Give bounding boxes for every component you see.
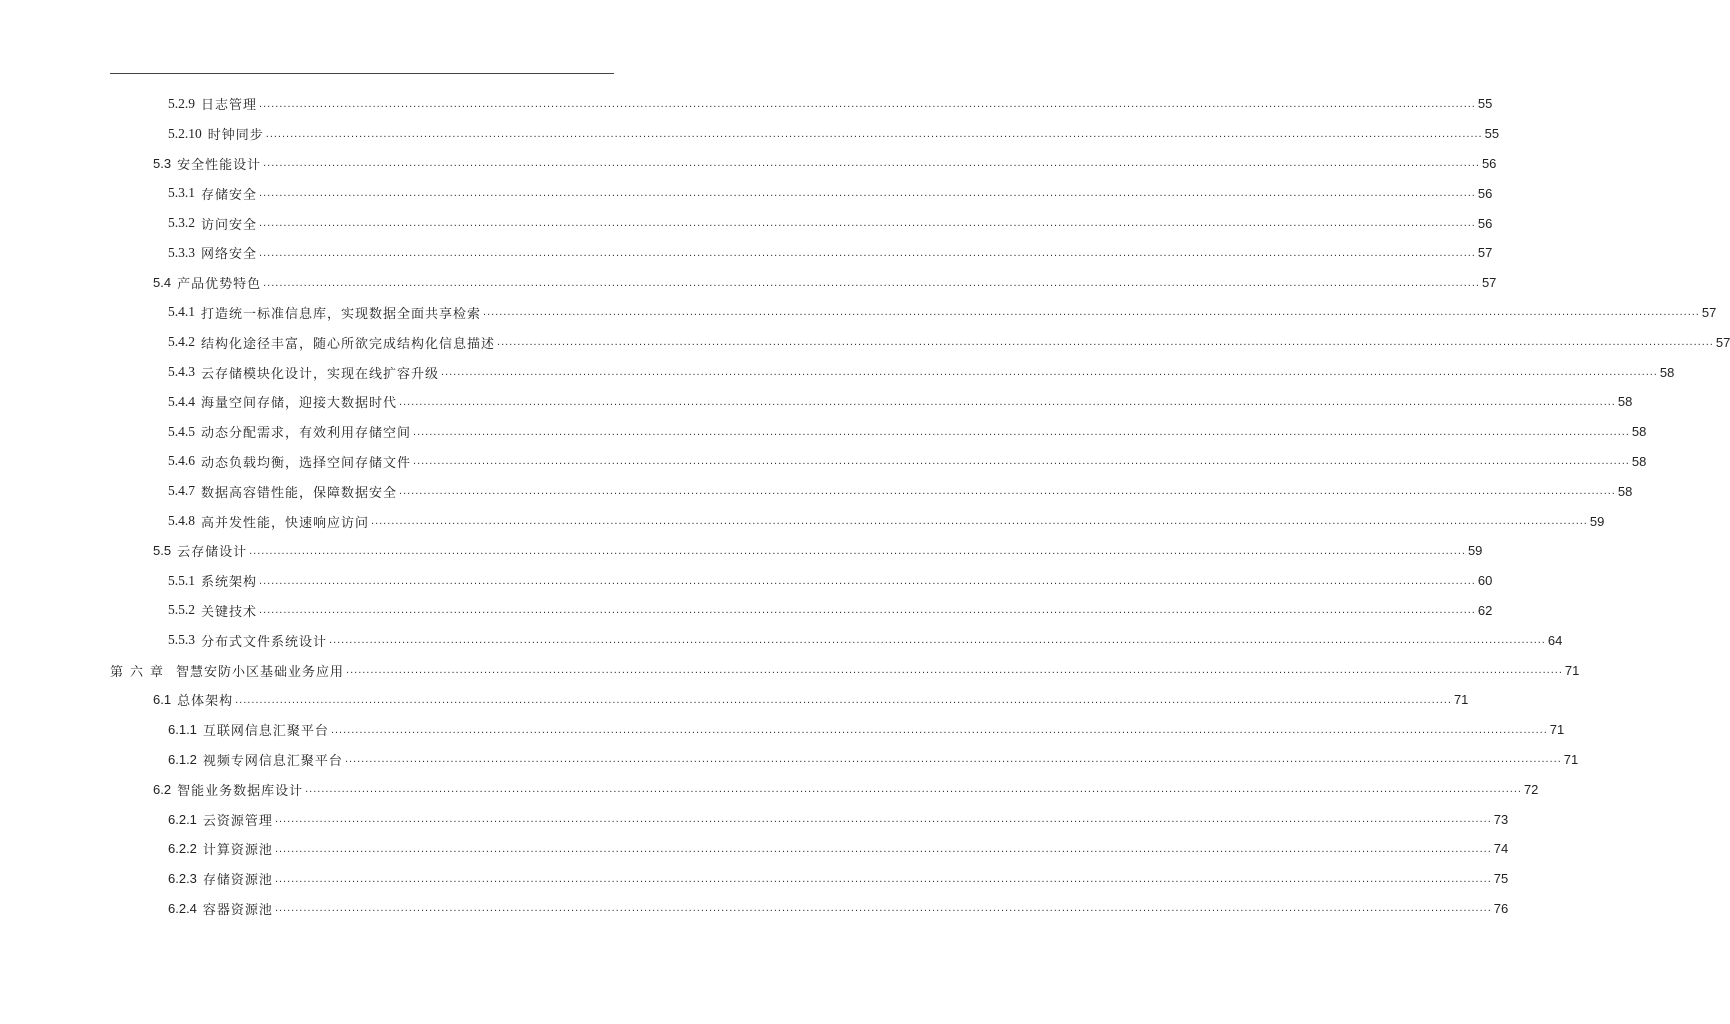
toc-entry[interactable]	[110, 357, 1675, 387]
toc-entry-title: 时钟同步	[207, 127, 264, 143]
toc-entry[interactable]	[110, 327, 1730, 357]
toc-entry-title: 网络安全	[201, 246, 258, 262]
toc-entry-page: 58	[1631, 424, 1647, 440]
dot-leader: ............................................................................................................................................................................................................................................................................................................	[274, 902, 1492, 915]
toc-entry-page: 58	[1617, 394, 1633, 410]
toc-entry[interactable]	[110, 834, 1509, 864]
dot-leader: ............................................................................................................................................................................................................................................................................................................	[371, 515, 1588, 528]
toc-entry[interactable]	[110, 536, 1483, 566]
toc-entry-title: 计算资源池	[202, 842, 273, 858]
toc-entry-page: 55	[1477, 96, 1493, 112]
toc-entry-page: 58	[1617, 483, 1633, 499]
toc-entry-page: 75	[1493, 871, 1509, 887]
toc-entry-title: 存储资源池	[202, 872, 273, 888]
dot-leader: ............................................................................................................................................................................................................................................................................................................	[399, 485, 1616, 498]
toc-entry-page: 56	[1477, 215, 1493, 231]
toc-entry-number: 5.5	[153, 543, 172, 559]
toc-entry[interactable]	[110, 298, 1717, 328]
toc-entry-page: 57	[1477, 245, 1493, 261]
toc-entry-page: 71	[1563, 751, 1579, 767]
toc-entry-number: 5.3	[153, 155, 172, 171]
toc-entry-title: 动态分配需求，有效利用存储空间	[201, 425, 412, 441]
dot-leader: ............................................................................................................................................................................................................................................................................................................	[263, 157, 1480, 170]
toc-entry-title: 系统架构	[201, 574, 258, 590]
toc-entry-title: 容器资源池	[202, 901, 273, 917]
toc-entry-number: 5.4.7	[168, 483, 195, 499]
toc-entry[interactable]	[110, 238, 1493, 268]
toc-entry[interactable]	[110, 119, 1500, 149]
toc-entry[interactable]	[110, 387, 1633, 417]
toc-entry-number: 5.4.4	[168, 393, 195, 409]
toc-entry-title: 海量空间存储，迎接大数据时代	[201, 395, 398, 411]
toc-entry-page: 71	[1564, 662, 1580, 678]
toc-entry-number: 6.1.2	[168, 751, 197, 767]
toc-entry[interactable]	[110, 804, 1509, 834]
toc-entry[interactable]	[110, 685, 1469, 715]
toc-entry-number: 5.3.1	[168, 185, 195, 201]
toc-entry-number: 5.2.10	[168, 125, 202, 141]
toc-entry[interactable]	[110, 89, 1493, 119]
toc-entry-number: 5.3.2	[168, 215, 195, 231]
toc-entry-page: 56	[1481, 155, 1497, 171]
toc-entry-title: 数据高容错性能，保障数据安全	[201, 484, 398, 500]
toc-entry-number: 5.4.6	[168, 453, 195, 469]
toc-entry-title: 智能业务数据库设计	[177, 782, 304, 798]
dot-leader: ............................................................................................................................................................................................................................................................................................................	[265, 127, 1483, 140]
toc-entry-page: 57	[1701, 304, 1717, 320]
toc-entry[interactable]	[110, 774, 1539, 804]
toc-entry-page: 58	[1631, 453, 1647, 469]
toc-entry[interactable]	[110, 625, 1563, 655]
toc-entry-title: 云存储模块化设计，实现在线扩容升级	[201, 365, 440, 381]
dot-leader: ............................................................................................................................................................................................................................................................................................................	[330, 723, 1548, 736]
toc-entry-number: 5.3.3	[168, 244, 195, 260]
toc-entry[interactable]	[110, 864, 1509, 894]
dot-leader: ............................................................................................................................................................................................................................................................................................................	[344, 753, 1562, 766]
dot-leader: ............................................................................................................................................................................................................................................................................................................	[329, 634, 1546, 647]
toc-entry-page: 72	[1523, 781, 1539, 797]
toc-entry[interactable]	[110, 208, 1493, 238]
toc-entry-number: 5.4.1	[168, 304, 195, 320]
dot-leader: ............................................................................................................................................................................................................................................................................................................	[413, 425, 1630, 438]
toc-entry-page: 74	[1493, 841, 1509, 857]
toc-entry-number: 6.2.4	[168, 900, 197, 916]
toc-entry-number: 5.4.3	[168, 364, 195, 380]
dot-leader: ............................................................................................................................................................................................................................................................................................................	[259, 246, 1476, 259]
toc-entry-number: 6.2.2	[168, 841, 197, 857]
dot-leader: ............................................................................................................................................................................................................................................................................................................	[441, 366, 1658, 379]
toc-entry-number: 5.2.9	[168, 95, 195, 111]
toc-entry-number: 5.4.2	[168, 334, 195, 350]
dot-leader: ............................................................................................................................................................................................................................................................................................................	[413, 455, 1630, 468]
toc-entry-title: 动态负载均衡，选择空间存储文件	[201, 454, 412, 470]
dot-leader: ............................................................................................................................................................................................................................................................................................................	[497, 336, 1714, 349]
toc-entry[interactable]	[110, 447, 1647, 477]
dot-leader: ............................................................................................................................................................................................................................................................................................................	[263, 276, 1480, 289]
toc-entry-page: 57	[1481, 275, 1497, 291]
toc-entry-number: 6.1.1	[168, 722, 197, 738]
toc-entry-title: 高并发性能，快速响应访问	[201, 514, 370, 530]
toc-entry-number: 6.1	[153, 692, 172, 708]
toc-entry-title: 关键技术	[201, 603, 258, 619]
toc-entry[interactable]	[110, 268, 1497, 298]
toc-entry-title: 分布式文件系统设计	[201, 633, 328, 649]
toc-entry-number: 5.4	[153, 275, 172, 291]
dot-leader: ............................................................................................................................................................................................................................................................................................................	[274, 813, 1492, 826]
toc-entry-number: 第六章	[110, 663, 171, 679]
toc-entry-title: 云存储设计	[177, 544, 248, 560]
toc-entry-title: 结构化途径丰富，随心所欲完成结构化信息描述	[201, 335, 496, 351]
dot-leader: ............................................................................................................................................................................................................................................................................................................	[399, 395, 1616, 408]
toc-entry-number: 5.5.3	[168, 632, 195, 648]
toc-entry[interactable]	[110, 715, 1565, 745]
toc-entry-number: 5.5.1	[168, 572, 195, 588]
toc-entry[interactable]	[110, 178, 1493, 208]
toc-entry-page: 76	[1493, 900, 1509, 916]
dot-leader: ............................................................................................................................................................................................................................................................................................................	[259, 574, 1476, 587]
dot-leader: ............................................................................................................................................................................................................................................................................................................	[235, 693, 1452, 706]
toc-entry-number: 6.2	[153, 781, 172, 797]
toc-entry-page: 64	[1547, 632, 1563, 648]
dot-leader: ............................................................................................................................................................................................................................................................................................................	[274, 872, 1492, 885]
toc-entry-title: 云资源管理	[202, 812, 273, 828]
toc-entry-title: 总体架构	[177, 693, 234, 709]
toc-entry-page: 71	[1453, 692, 1469, 708]
toc-entry-title: 日志管理	[201, 97, 258, 113]
dot-leader: ............................................................................................................................................................................................................................................................................................................	[259, 187, 1476, 200]
toc-entry[interactable]	[110, 745, 1579, 775]
toc-entry[interactable]	[110, 506, 1605, 536]
table-of-contents	[110, 89, 1730, 923]
toc-entry-page: 59	[1467, 543, 1483, 559]
toc-entry-title: 存储安全	[201, 186, 258, 202]
toc-entry[interactable]	[110, 566, 1493, 596]
dot-leader: ............................................................................................................................................................................................................................................................................................................	[346, 664, 1563, 677]
dot-leader: ............................................................................................................................................................................................................................................................................................................	[259, 217, 1476, 230]
dot-leader: ............................................................................................................................................................................................................................................................................................................	[249, 544, 1466, 557]
toc-entry-page: 57	[1715, 334, 1730, 350]
toc-entry-title: 访问安全	[201, 216, 258, 232]
toc-entry-number: 5.4.5	[168, 423, 195, 439]
toc-entry-page: 58	[1659, 364, 1675, 380]
dot-leader: ............................................................................................................................................................................................................................................................................................................	[259, 97, 1476, 110]
toc-entry-number: 5.4.8	[168, 513, 195, 529]
toc-entry[interactable]	[110, 596, 1493, 626]
toc-entry[interactable]	[110, 149, 1497, 179]
toc-entry-title: 打造统一标准信息库，实现数据全面共享检索	[201, 305, 482, 321]
toc-entry-title: 智慧安防小区基础业务应用	[176, 663, 345, 679]
toc-entry-page: 62	[1477, 602, 1493, 618]
header-rule	[110, 73, 614, 74]
toc-entry-page: 55	[1484, 126, 1500, 142]
toc-entry-title: 产品优势特色	[177, 276, 262, 292]
toc-entry-title: 视频专网信息汇聚平台	[202, 752, 343, 768]
toc-entry[interactable]	[110, 894, 1509, 924]
toc-entry-title: 安全性能设计	[177, 156, 262, 172]
toc-entry[interactable]	[110, 655, 1580, 685]
toc-entry[interactable]	[110, 417, 1647, 447]
toc-entry-title: 互联网信息汇聚平台	[202, 723, 329, 739]
toc-entry-number: 6.2.3	[168, 871, 197, 887]
dot-leader: ............................................................................................................................................................................................................................................................................................................	[274, 842, 1492, 855]
dot-leader: ............................................................................................................................................................................................................................................................................................................	[483, 306, 1700, 319]
toc-entry-page: 60	[1477, 573, 1493, 589]
toc-entry-page: 73	[1493, 811, 1509, 827]
toc-entry[interactable]	[110, 476, 1633, 506]
dot-leader: ............................................................................................................................................................................................................................................................................................................	[305, 783, 1522, 796]
toc-entry-page: 56	[1477, 185, 1493, 201]
toc-entry-page: 59	[1589, 513, 1605, 529]
toc-entry-number: 6.2.1	[168, 811, 197, 827]
dot-leader: ............................................................................................................................................................................................................................................................................................................	[259, 604, 1476, 617]
toc-entry-number: 5.5.2	[168, 602, 195, 618]
toc-entry-page: 71	[1549, 722, 1565, 738]
